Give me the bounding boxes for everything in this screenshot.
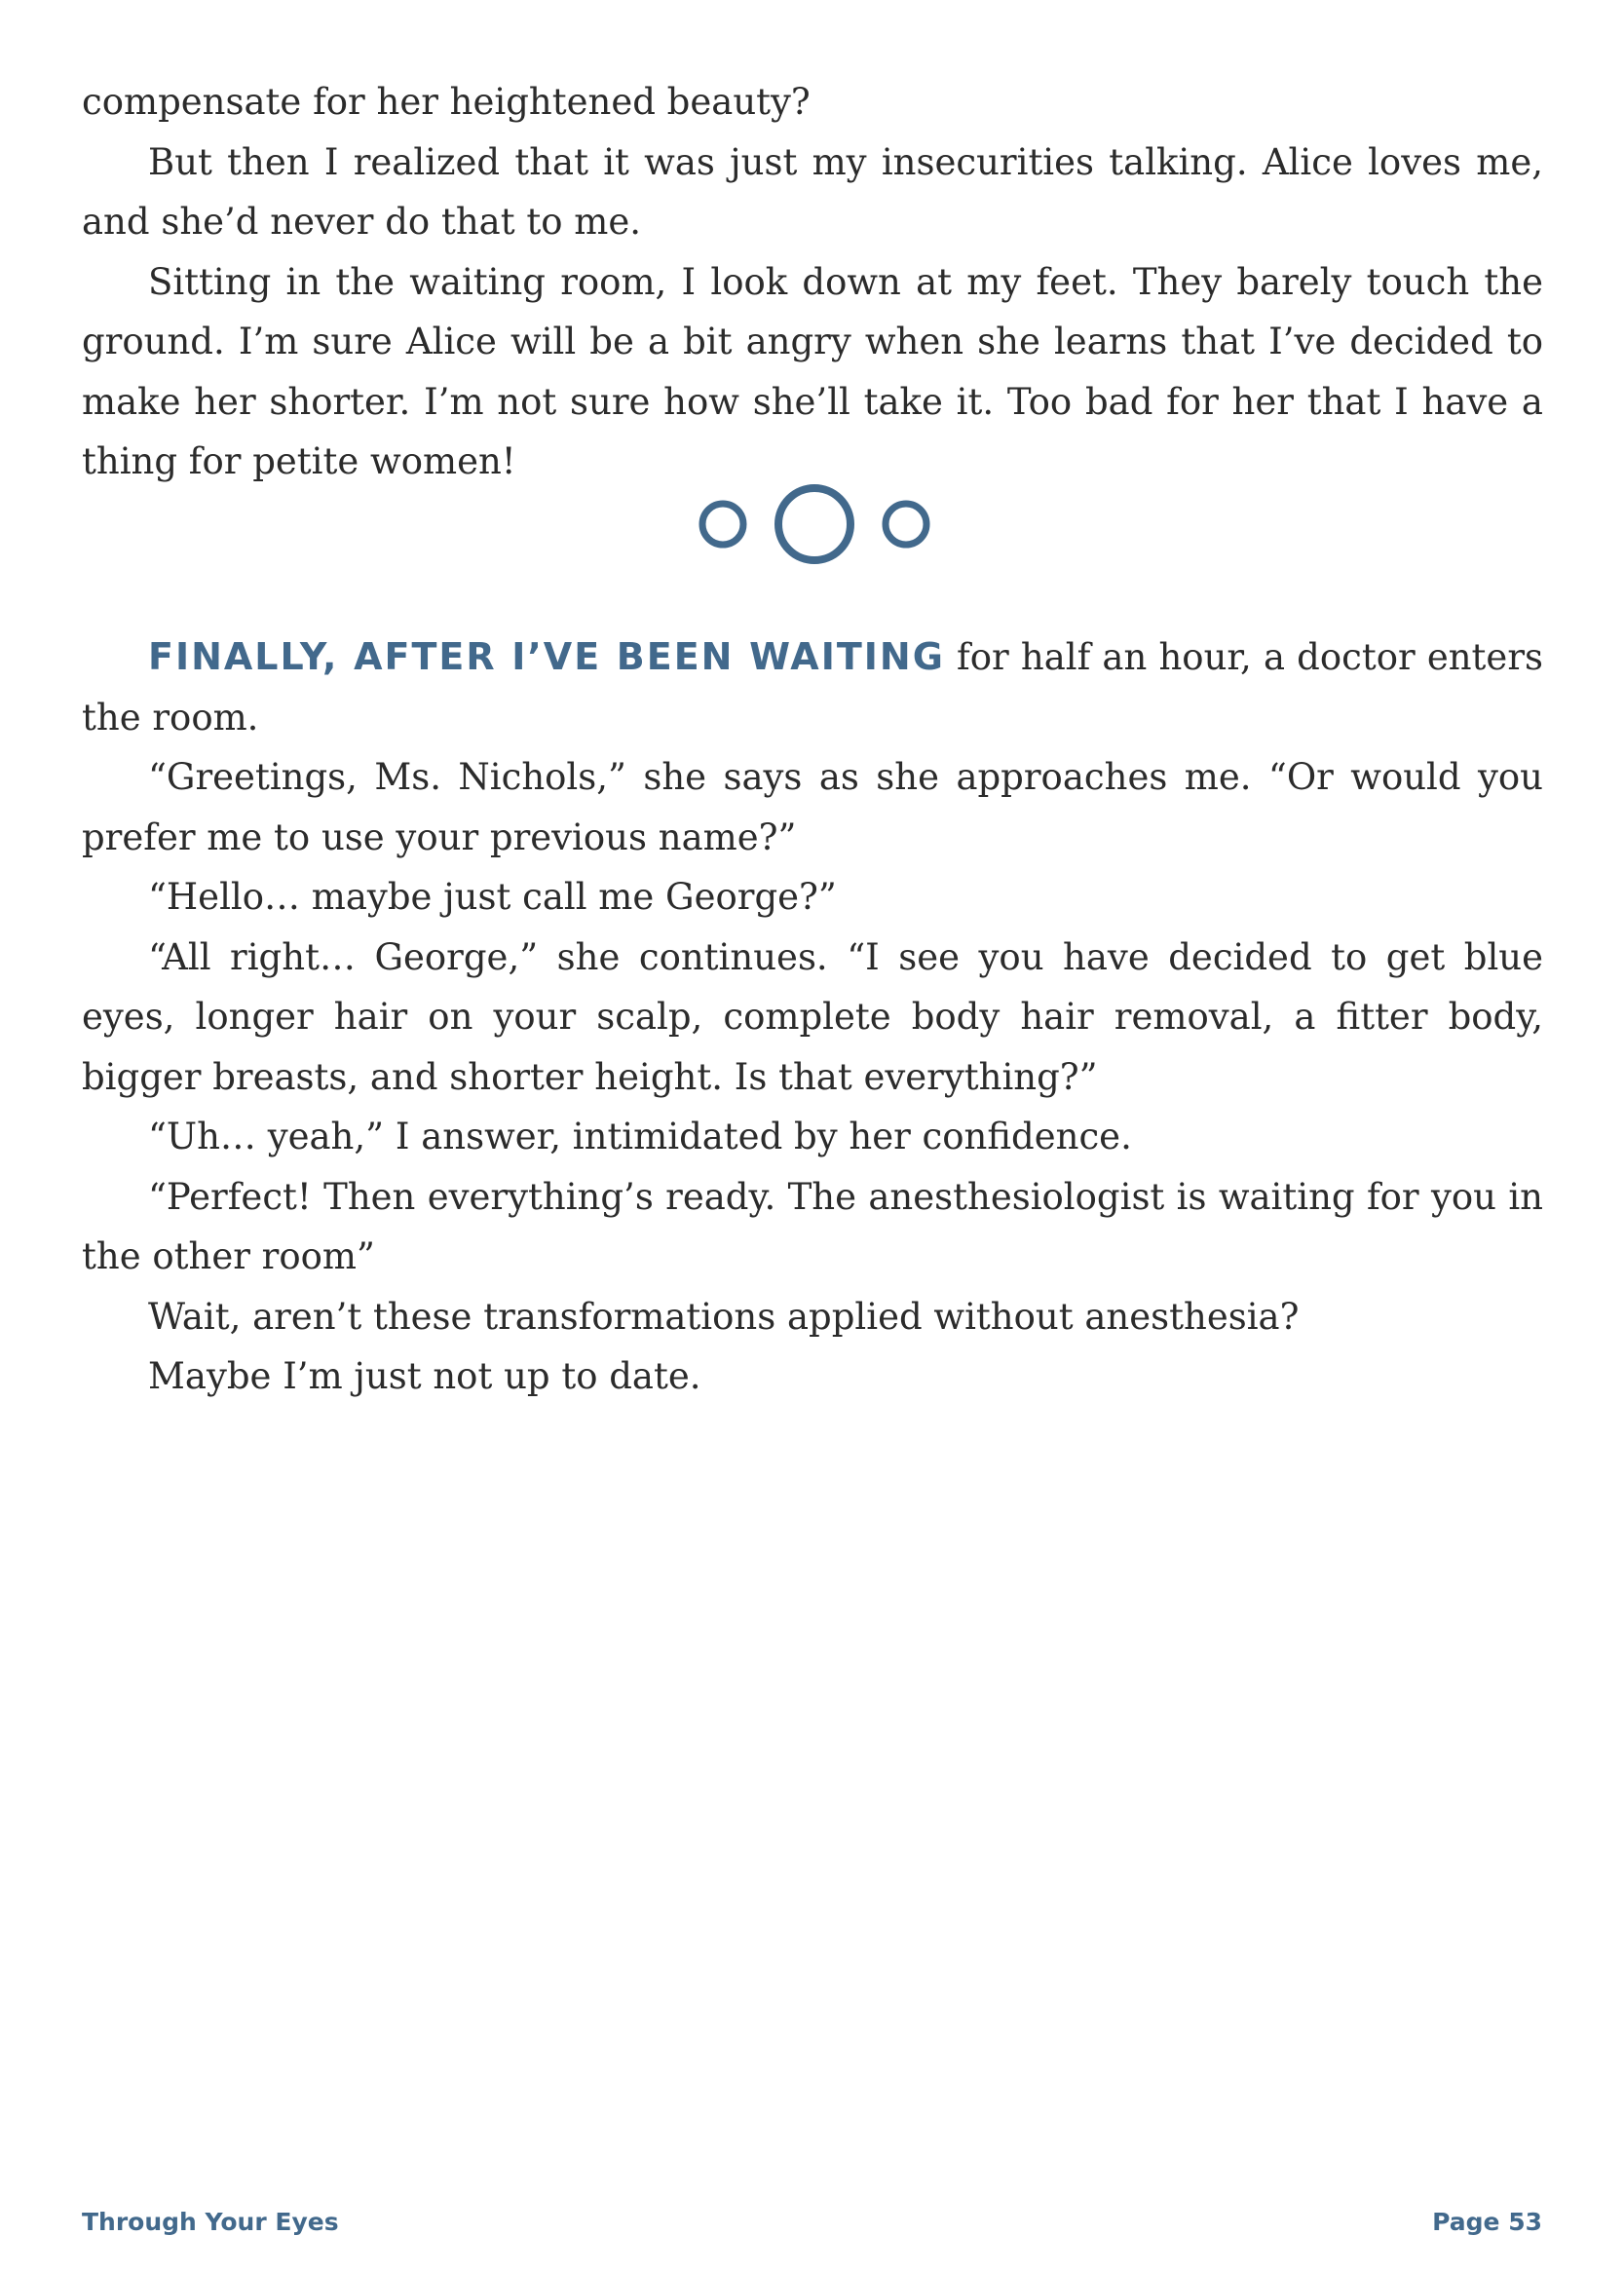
paragraph-all-right: “All right… George,” she continues. “I see you have decided to get blue eyes, longer hair on your scalp, complete body hair removal, a fitter body, bigger breasts, and shorter height. Is that everything?”: [82, 935, 1543, 1098]
footer-book-title: Through Your Eyes: [82, 2208, 339, 2236]
paragraph-greetings: “Greetings, Ms. Nichols,” she says as she approaches me. “Or would you prefer me to use your previous name?”: [82, 756, 1543, 858]
paragraph-waiting-room: Sitting in the waiting room, I look down at my feet. They barely touch the ground. I’m sure Alice will be a bit angry when she learns that I’ve decided to make her shorter. I’m not sure how she’ll take it. Too bad for her that I have a thing for petite women!: [82, 260, 1543, 482]
lead-in-continuation: for half an hour, a doctor enters the room.: [82, 636, 1543, 739]
paragraph-doctor-enters: [82, 627, 1543, 747]
paragraph-hello: “Hello… maybe just call me George?”: [148, 876, 837, 918]
intro-text-block: [82, 72, 1543, 492]
paragraph-uh-yeah: “Uh… yeah,” I answer, intimidated by her confidence.: [148, 1116, 1132, 1157]
paragraph-up-to-date: Maybe I’m just not up to date.: [148, 1355, 701, 1397]
paragraph-continuation: compensate for her heightened beauty?: [82, 81, 811, 123]
section-divider-circles-icon: [0, 475, 1624, 573]
divider-large-circle: [778, 488, 850, 560]
footer-page-number: Page 53: [1432, 2208, 1542, 2236]
paragraph-perfect: “Perfect! Then everything’s ready. The anesthesiologist is waiting for you in the other room”: [82, 1175, 1543, 1277]
divider-small-circle-left: [702, 504, 743, 545]
scene-text-block: [82, 627, 1543, 1407]
paragraph-anesthesia: Wait, aren’t these transformations applied without anesthesia?: [148, 1295, 1300, 1338]
paragraph-insecurities: But then I realized that it was just my insecurities talking. Alice loves me, and she’d never do that to me.: [82, 140, 1543, 243]
chapter-lead-in: FINALLY, AFTER I’VE BEEN WAITING: [148, 635, 945, 678]
divider-small-circle-right: [886, 504, 926, 545]
